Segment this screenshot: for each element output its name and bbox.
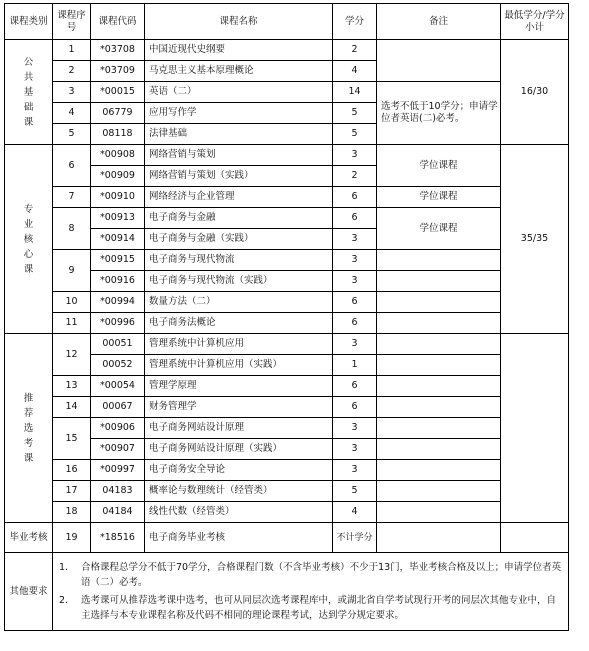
course-name: 管理系统中计算机应用（实践）	[145, 355, 333, 376]
course-remark	[377, 292, 501, 313]
course-remark	[377, 502, 501, 523]
course-seq: 3	[53, 82, 91, 103]
header-min-credit	[501, 4, 569, 40]
course-name: 线性代数（经管类）	[145, 502, 333, 523]
course-remark	[377, 439, 501, 460]
min-credit-graduation	[501, 523, 569, 553]
course-remark	[377, 355, 501, 376]
category-cell-recommended	[5, 334, 53, 523]
course-name: 电子商务法概论	[145, 313, 333, 334]
course-credit: 3	[333, 229, 377, 250]
remark-cell	[377, 40, 501, 82]
course-credit: 4	[333, 502, 377, 523]
category-cell-core	[5, 145, 53, 334]
course-name: 电子商务与金融（实践）	[145, 229, 333, 250]
course-name: 管理学原理	[145, 376, 333, 397]
table-row	[5, 481, 569, 502]
course-credit: 2	[333, 166, 377, 187]
course-code: *00996	[91, 313, 145, 334]
min-credit-core: 35/35	[501, 145, 569, 334]
course-credit: 1	[333, 355, 377, 376]
course-code: *00997	[91, 460, 145, 481]
table-row	[5, 376, 569, 397]
course-code: *00906	[91, 418, 145, 439]
header-code	[91, 4, 145, 40]
course-name: 电子商务安全导论	[145, 460, 333, 481]
course-name: 中国近现代史纲要	[145, 40, 333, 61]
course-credit: 3	[333, 271, 377, 292]
requirement-number: 2.	[59, 595, 69, 606]
header-category	[5, 4, 53, 40]
header-credit	[333, 4, 377, 40]
course-code: *00907	[91, 439, 145, 460]
course-seq: 7	[53, 187, 91, 208]
course-name: 财务管理学	[145, 397, 333, 418]
header-seq	[53, 4, 91, 40]
course-credit: 2	[333, 40, 377, 61]
course-name: 电子商务毕业考核	[145, 523, 333, 553]
course-seq: 14	[53, 397, 91, 418]
course-remark	[377, 418, 501, 439]
course-seq: 16	[53, 460, 91, 481]
table-row	[5, 523, 569, 553]
table-row	[5, 40, 569, 61]
course-remark	[377, 376, 501, 397]
header-row	[5, 4, 569, 40]
course-name: 电子商务与现代物流（实践）	[145, 271, 333, 292]
course-code: *00994	[91, 292, 145, 313]
header-credit-label: 学分	[344, 15, 364, 27]
header-name-label: 课程名称	[219, 15, 258, 27]
course-credit: 3	[333, 418, 377, 439]
other-row	[5, 553, 569, 631]
header-code-label: 课程代码	[98, 15, 137, 27]
course-remark: 学位课程	[377, 145, 501, 187]
course-remark	[377, 271, 501, 292]
course-seq: 13	[53, 376, 91, 397]
table-row	[5, 418, 569, 439]
table-row	[5, 460, 569, 481]
course-remark	[377, 481, 501, 502]
course-remark	[377, 460, 501, 481]
course-seq: 9	[53, 250, 91, 292]
course-seq: 1	[53, 40, 91, 61]
table-row	[5, 187, 569, 208]
course-code: *03708	[91, 40, 145, 61]
course-credit: 3	[333, 145, 377, 166]
course-credit: 6	[333, 292, 377, 313]
header-category-label: 课程类别	[9, 15, 48, 27]
course-code: *03709	[91, 61, 145, 82]
course-credit: 6	[333, 313, 377, 334]
course-credit: 3	[333, 334, 377, 355]
course-remark	[377, 523, 501, 553]
course-remark	[377, 334, 501, 355]
course-credit: 不计学分	[333, 523, 377, 553]
min-credit-public: 16/30	[501, 40, 569, 145]
table-row	[5, 502, 569, 523]
course-seq: 8	[53, 208, 91, 250]
header-min-credit-label: 最低学分/学分小计	[504, 9, 565, 33]
header-name	[145, 4, 333, 40]
course-code: *00910	[91, 187, 145, 208]
course-credit: 3	[333, 439, 377, 460]
course-seq: 10	[53, 292, 91, 313]
course-code: *00908	[91, 145, 145, 166]
course-code: *00915	[91, 250, 145, 271]
course-credit: 5	[333, 103, 377, 124]
course-credit: 5	[333, 481, 377, 502]
course-code: 06779	[91, 103, 145, 124]
course-seq: 11	[53, 313, 91, 334]
table-row	[5, 397, 569, 418]
course-seq: 2	[53, 61, 91, 82]
category-cell-graduation: 毕业考核	[5, 523, 53, 553]
course-credit: 3	[333, 250, 377, 271]
course-name: 电子商务网站设计原理（实践）	[145, 439, 333, 460]
course-code: *00054	[91, 376, 145, 397]
category-label: 推荐选考课	[23, 392, 34, 464]
course-remark	[377, 397, 501, 418]
header-seq-label: 课程序号	[57, 9, 86, 33]
curriculum-table	[4, 3, 569, 631]
category-label: 公共基础课	[23, 56, 34, 128]
course-credit: 6	[333, 187, 377, 208]
course-seq: 12	[53, 334, 91, 376]
course-name: 应用写作学	[145, 103, 333, 124]
table-row	[5, 292, 569, 313]
course-seq: 15	[53, 418, 91, 460]
requirement-item	[59, 560, 562, 590]
course-code: 00067	[91, 397, 145, 418]
course-name: 电子商务与金融	[145, 208, 333, 229]
table-row	[5, 250, 569, 271]
other-requirements	[53, 553, 569, 631]
table-row	[5, 145, 569, 166]
course-remark	[377, 313, 501, 334]
course-name: 英语（二）	[145, 82, 333, 103]
course-code: *00015	[91, 82, 145, 103]
min-credit-recommended	[501, 334, 569, 523]
course-name: 网络经济与企业管理	[145, 187, 333, 208]
course-name: 管理系统中计算机应用	[145, 334, 333, 355]
course-name: 网络营销与策划（实践）	[145, 166, 333, 187]
other-label: 其他要求	[5, 553, 53, 631]
header-remark-label: 备注	[428, 15, 448, 27]
course-credit: 4	[333, 61, 377, 82]
course-code: *00909	[91, 166, 145, 187]
table-row	[5, 208, 569, 229]
course-seq: 6	[53, 145, 91, 187]
course-code: 04183	[91, 481, 145, 502]
requirement-number: 1.	[59, 562, 69, 573]
course-code: *00914	[91, 229, 145, 250]
table-row	[5, 82, 569, 103]
course-remark: 学位课程	[377, 187, 501, 208]
course-credit: 6	[333, 376, 377, 397]
course-credit: 6	[333, 208, 377, 229]
course-remark: 学位课程	[377, 208, 501, 250]
course-credit: 5	[333, 124, 377, 145]
course-seq: 19	[53, 523, 91, 553]
course-seq: 18	[53, 502, 91, 523]
category-cell-public	[5, 40, 53, 145]
course-remark	[377, 250, 501, 271]
table-row	[5, 334, 569, 355]
course-code: *18516	[91, 523, 145, 553]
course-code: 04184	[91, 502, 145, 523]
course-code: 00052	[91, 355, 145, 376]
course-name: 数量方法（二）	[145, 292, 333, 313]
course-seq: 5	[53, 124, 91, 145]
requirement-text: 合格课程总学分不低于70学分，合格课程门数（不含毕业考核）不少于13门，毕业考核合格及以上；申请学位者英语（二）必考。	[81, 562, 562, 588]
course-name: 马克思主义基本原理概论	[145, 61, 333, 82]
course-seq: 17	[53, 481, 91, 502]
course-name: 电子商务与现代物流	[145, 250, 333, 271]
remark-public: 选考不低于10学分；申请学位者英语(二)必考。	[377, 82, 501, 145]
requirement-item	[59, 593, 562, 623]
table-row	[5, 313, 569, 334]
header-remark	[377, 4, 501, 40]
course-code: 08118	[91, 124, 145, 145]
course-code: 00051	[91, 334, 145, 355]
course-credit: 6	[333, 397, 377, 418]
requirement-text: 选考课可从推荐选考课中选考，也可从同层次选考课程库中，或湖北省自学考试现行开考的同层次其他专业中，自主选择与本专业课程名称及代码不相同的理论课程考试，达到学分规定要求。	[81, 595, 557, 621]
course-seq: 4	[53, 103, 91, 124]
course-name: 网络营销与策划	[145, 145, 333, 166]
course-name: 电子商务网站设计原理	[145, 418, 333, 439]
course-name: 法律基础	[145, 124, 333, 145]
course-name: 概率论与数理统计（经管类）	[145, 481, 333, 502]
course-code: *00913	[91, 208, 145, 229]
course-code: *00916	[91, 271, 145, 292]
course-credit: 3	[333, 460, 377, 481]
category-label: 专业核心课	[23, 203, 34, 275]
course-credit: 14	[333, 82, 377, 103]
